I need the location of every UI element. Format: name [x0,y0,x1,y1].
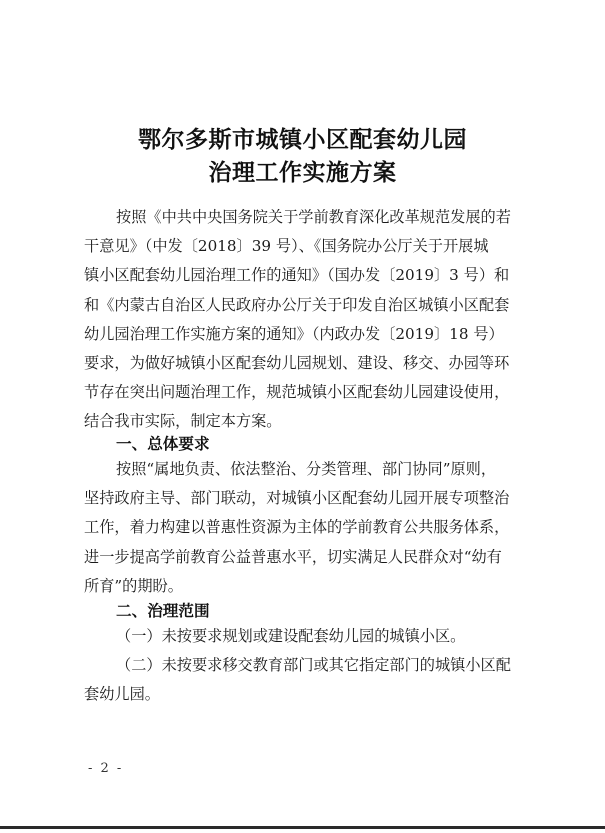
intro-line: 和《内蒙古自治区人民政府办公厅关于印发自治区城镇小区配套 [84,295,510,314]
intro-line: 结合我市实际，制定本方案。 [84,412,282,431]
section1-paragraph [84,455,526,601]
section-heading-scope: 二、治理范围 [116,601,210,620]
page-bottom-edge [0,826,605,829]
document-title-line-2: 治理工作实施方案 [208,159,397,186]
document-title-line-1: 鄂尔多斯市城镇小区配套幼儿园 [138,126,467,153]
scope-item-2: （二）未按要求移交教育部门或其它指定部门的城镇小区配 [116,656,511,675]
section2-paragraph [84,622,526,710]
intro-line: 干意见》（中发〔2018〕39 号）、《国务院办公厅关于开展城 [84,237,489,256]
section1-line: 进一步提高学前教育公益普惠水平，切实满足人民群众对“幼有 [84,547,502,566]
scope-item-1: （一）未按要求规划或建设配套幼儿园的城镇小区。 [116,627,466,645]
intro-line: 按照《中共中央国务院关于学前教育深化改革规范发展的若 [116,208,511,226]
page-number: - 2 - [88,761,124,776]
intro-paragraph [84,203,526,437]
intro-line: 要求，为做好城镇小区配套幼儿园规划、建设、移交、办园等环 [84,353,510,372]
section1-line: 坚持政府主导、部门联动，对城镇小区配套幼儿园开展专项整治 [84,489,510,508]
section1-line: 工作，着力构建以普惠性资源为主体的学前教育公共服务体系， [84,518,510,537]
section1-line: 按照“属地负责、依法整治、分类管理、部门协同”原则， [116,460,497,478]
scope-item-2-continued: 套幼儿园。 [84,685,160,704]
intro-line: 幼儿园治理工作实施方案的通知》（内政办发〔2019〕18 号） [84,324,504,343]
intro-line: 节存在突出问题治理工作，规范城镇小区配套幼儿园建设使用， [84,383,510,402]
section1-line: 所育”的期盼。 [84,576,183,595]
section-heading-general-requirements: 一、总体要求 [116,434,210,453]
intro-line: 镇小区配套幼儿园治理工作的通知》（国办发〔2019〕3 号）和 [84,266,510,285]
